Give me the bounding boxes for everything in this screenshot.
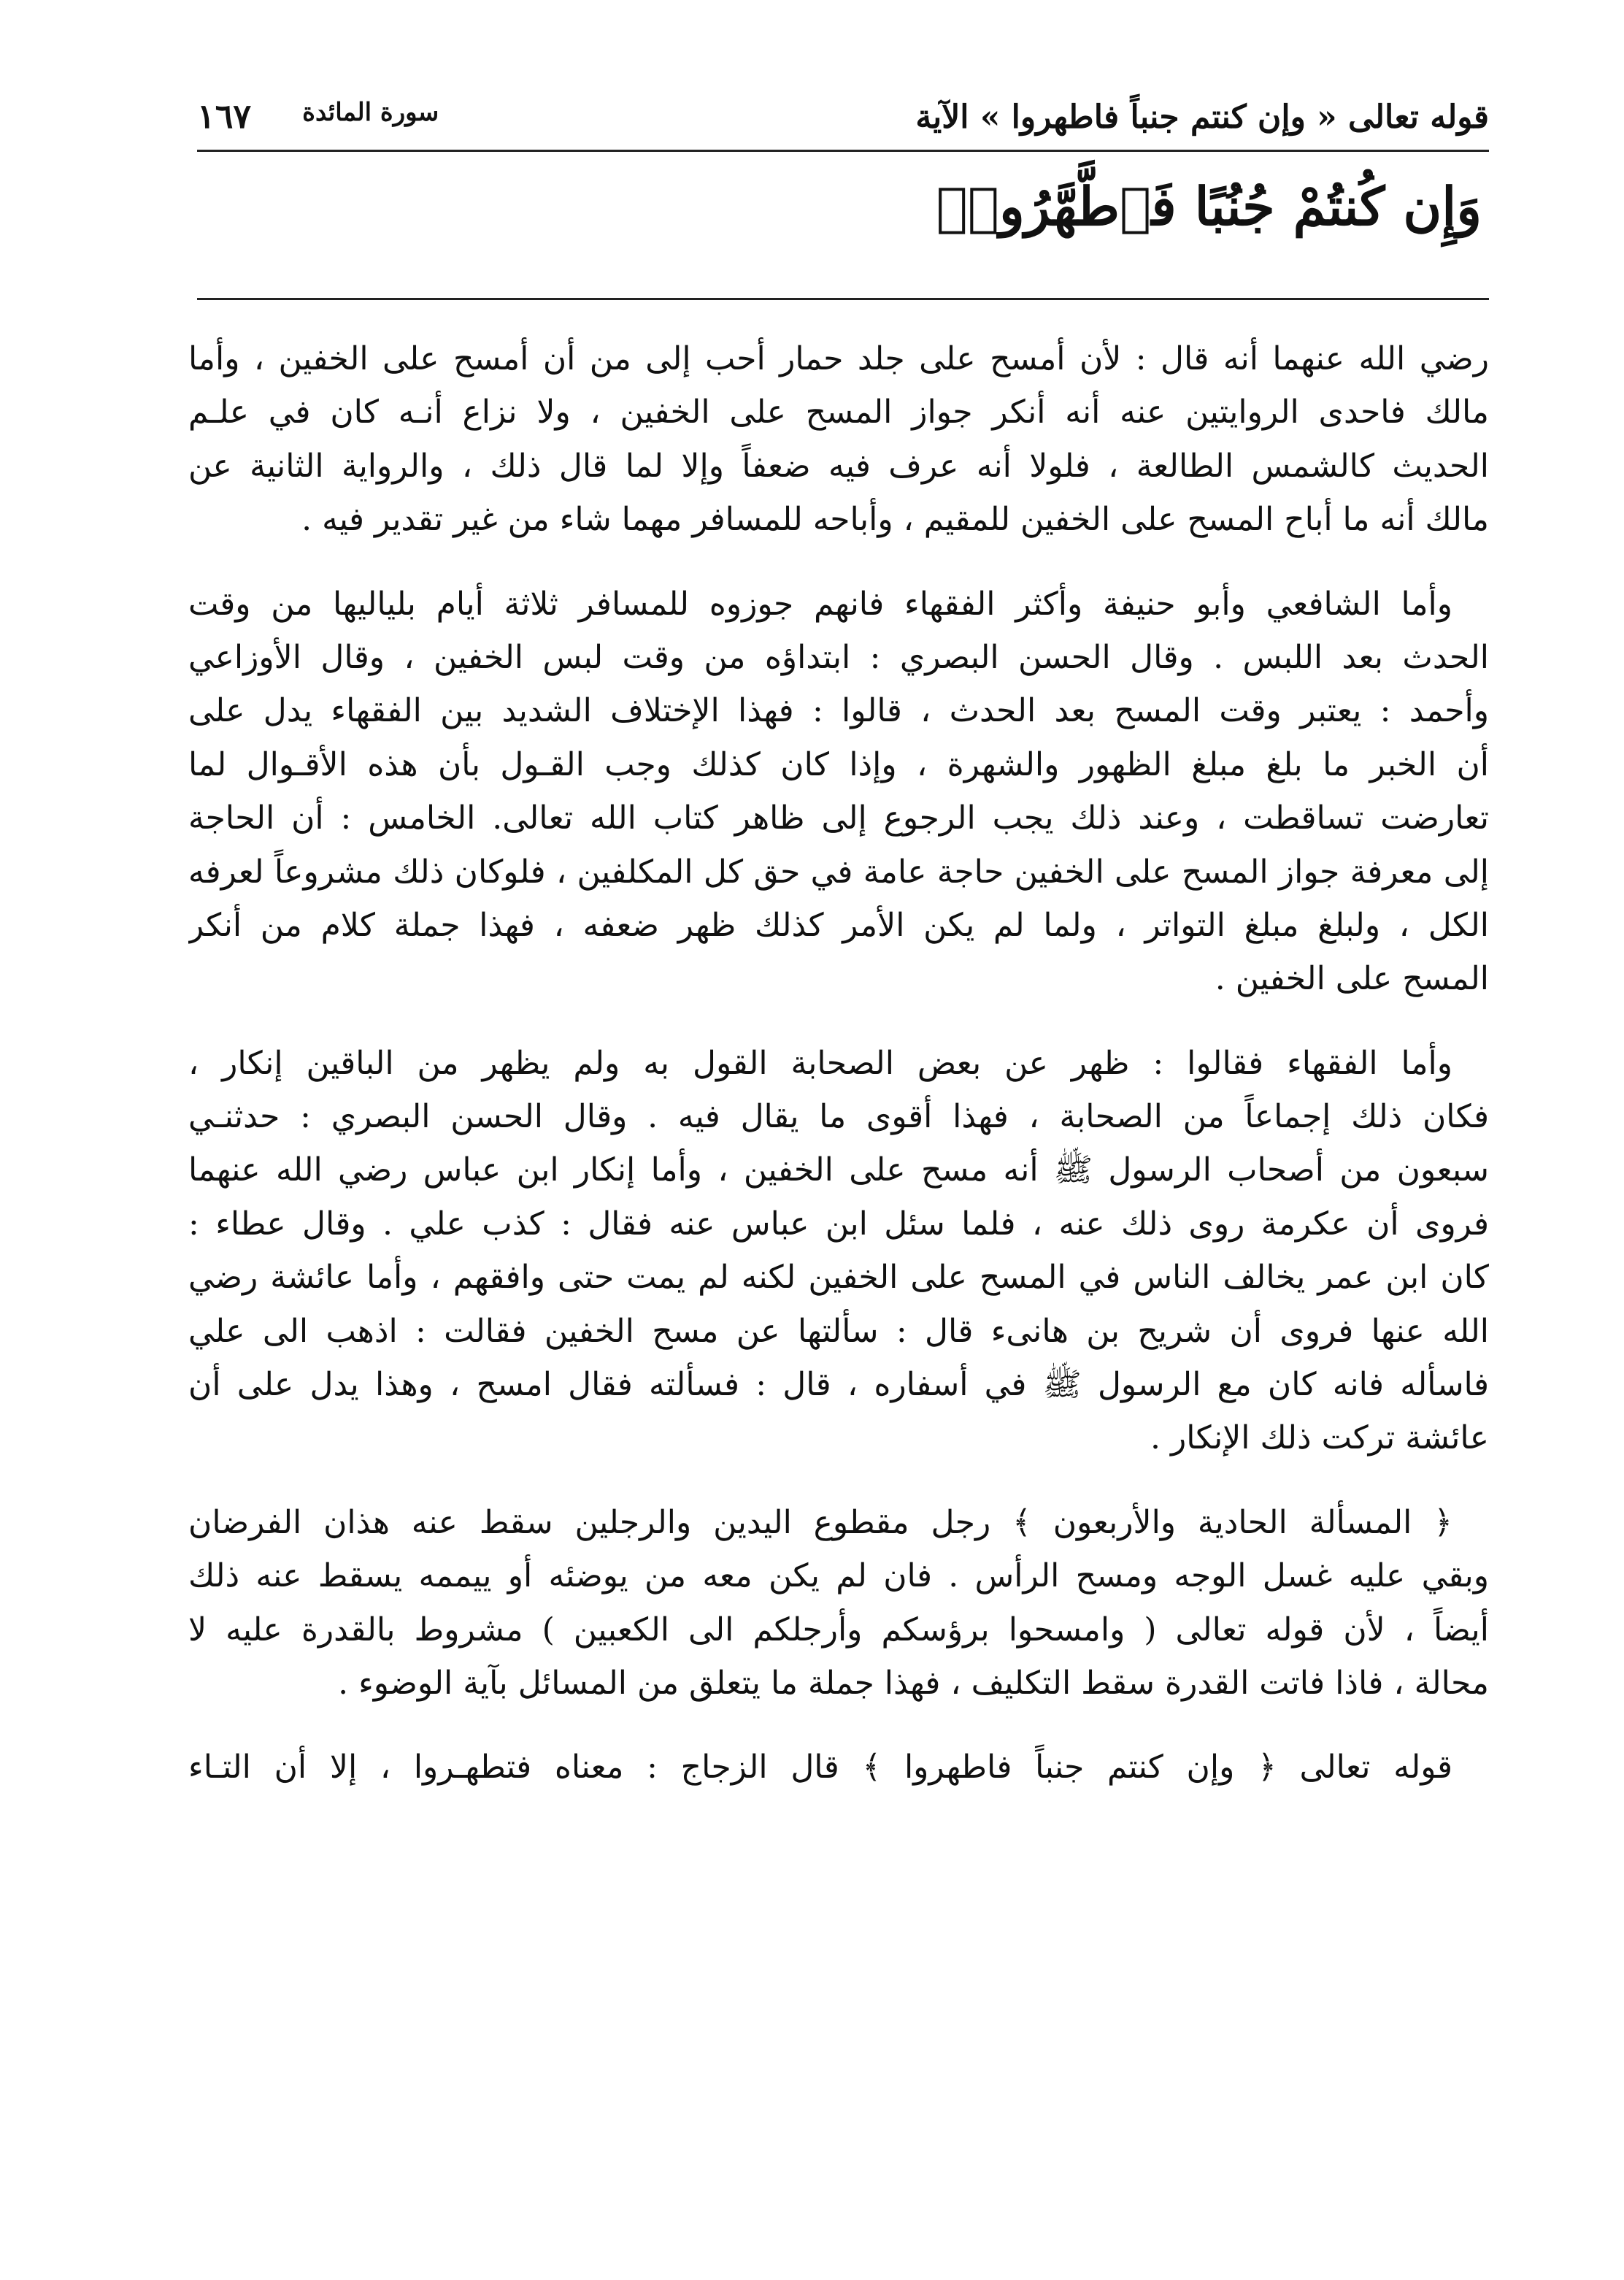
page-header [197,70,1489,136]
body-text [188,332,1489,1795]
text-line: أيضاً ، لأن قوله تعالى ( وامسحوا برؤسكم وأرجلكم الى الكعبين ) مشروط بالقدرة عليه لا [188,1611,1489,1648]
verse-heading: وَإِن كُنتُمْ جُنُبًا فَٱطَّهَّرُوا۟ [936,175,1482,237]
paragraph-2 [188,577,1489,1006]
verse-rule [197,298,1489,300]
text-line: عائشة تركت ذلك الإنكار . [1150,1419,1489,1457]
text-line: وأما الفقهاء فقالوا : ظهر عن بعض الصحابة القول به ولم يظهر من الباقين إنكار ، [188,1044,1452,1082]
text-line: كان ابن عمر يخالف الناس في المسح على الخفين لكنه لم يمت حتى وافقهم ، وأما عائشة رضي [188,1259,1489,1297]
text-line: إلى معرفة جواز المسح على الخفين حاجة عامة في حق كل المكلفين ، فلوكان ذلك مشروعاً لعرفه [188,853,1489,891]
text-line: سبعون من أصحاب الرسول ﷺ أنه مسح على الخفين ، وأما إنكار ابن عباس رضي الله عنهما [188,1151,1489,1189]
running-title: قوله تعالى « وإن كنتم جنباً فاطهروا » الآية [915,99,1489,136]
text-line: الحديث كالشمس الطالعة ، فلولا أنه عرف فيه ضعفاً وإلا لما قال ذلك ، والرواية الثانية عن [188,447,1489,485]
text-line: تعارضت تساقطت ، وعند ذلك يجب الرجوع إلى ظاهر كتاب الله تعالى. الخامس : أن الحاجة [188,799,1489,837]
header-rule [197,150,1489,152]
paragraph-5 [188,1740,1489,1794]
text-line: مالك فاحدى الروايتين عنه أنه أنكر جواز المسح على الخفين ، ولا نزاع أنـه كان في علـم [188,394,1489,431]
text-line: فاسأله فانه كان مع الرسول ﷺ في أسفاره ، قال : فسألته فقال امسح ، وهذا يدل على أن [188,1366,1489,1404]
text-line: الحدث بعد اللبس . وقال الحسن البصري : ابتداؤه من وقت لبس الخفين ، وقال الأوزاعي [188,638,1489,676]
text-line: أن الخبر ما بلغ مبلغ الظهور والشهرة ، وإذا كان كذلك وجب القـول بأن هذه الأقـوال لما [188,745,1489,783]
text-line: وأحمد : يعتبر وقت المسح بعد الحدث ، قالوا : فهذا الإختلاف الشديد بين الفقهاء يدل على [188,692,1489,730]
paragraph-1 [188,332,1489,547]
text-line: الله عنها فروى أن شريح بن هانىء قال : سألتها عن مسح الخفين فقالت : اذهب الى علي [188,1312,1489,1350]
text-line: مالك أنه ما أباح المسح على الخفين للمقيم ، وأباحه للمسافر مهما شاء من غير تقدير فيه . [301,501,1489,539]
text-line: فكان ذلك إجماعاً من الصحابة ، فهذا أقوى ما يقال فيه . وقال الحسن البصري : حدثنـي [188,1098,1489,1136]
text-line: ﴿ المسألة الحادية والأربعون ﴾ رجل مقطوع اليدين والرجلين سقط عنه هذان الفرضان [188,1503,1452,1541]
surah-name: سورة المائدة [302,98,439,127]
header-left-group [197,96,439,136]
paragraph-4 [188,1496,1489,1711]
text-line: المسح على الخفين . [1215,960,1489,998]
text-line: فروى أن عكرمة روى ذلك عنه ، فلما سئل ابن عباس عنه فقال : كذب علي . وقال عطاء : [188,1205,1489,1243]
paragraph-3 [188,1037,1489,1465]
text-line: الكل ، ولبلغ مبلغ التواتر ، ولما لم يكن الأمر كذلك ظهر ضعفه ، فهذا جملة كلام من أنكر [188,906,1489,944]
text-line: محالة ، فاذا فاتت القدرة سقط التكليف ، فهذا جملة ما يتعلق من المسائل بآية الوضوء . [338,1664,1489,1702]
text-line: وبقي عليه غسل الوجه ومسح الرأس . فان لم يكن معه من يوضئه أو ييممه يسقط عنه ذلك [188,1557,1489,1595]
text-line: رضي الله عنهما أنه قال : لأن أمسح على جلد حمار أحب إلى من أن أمسح على الخفين ، وأما [188,340,1489,377]
text-line: وأما الشافعي وأبو حنيفة وأكثر الفقهاء فانهم جوزوه للمسافر ثلاثة أيام بلياليها من وقت [188,585,1452,623]
page-number: ١٦٧ [197,96,252,136]
text-line: قوله تعالى ﴿ وإن كنتم جنباً فاطهروا ﴾ قال الزجاج : معناه فتطهـروا ، إلا أن التـاء [188,1749,1452,1786]
